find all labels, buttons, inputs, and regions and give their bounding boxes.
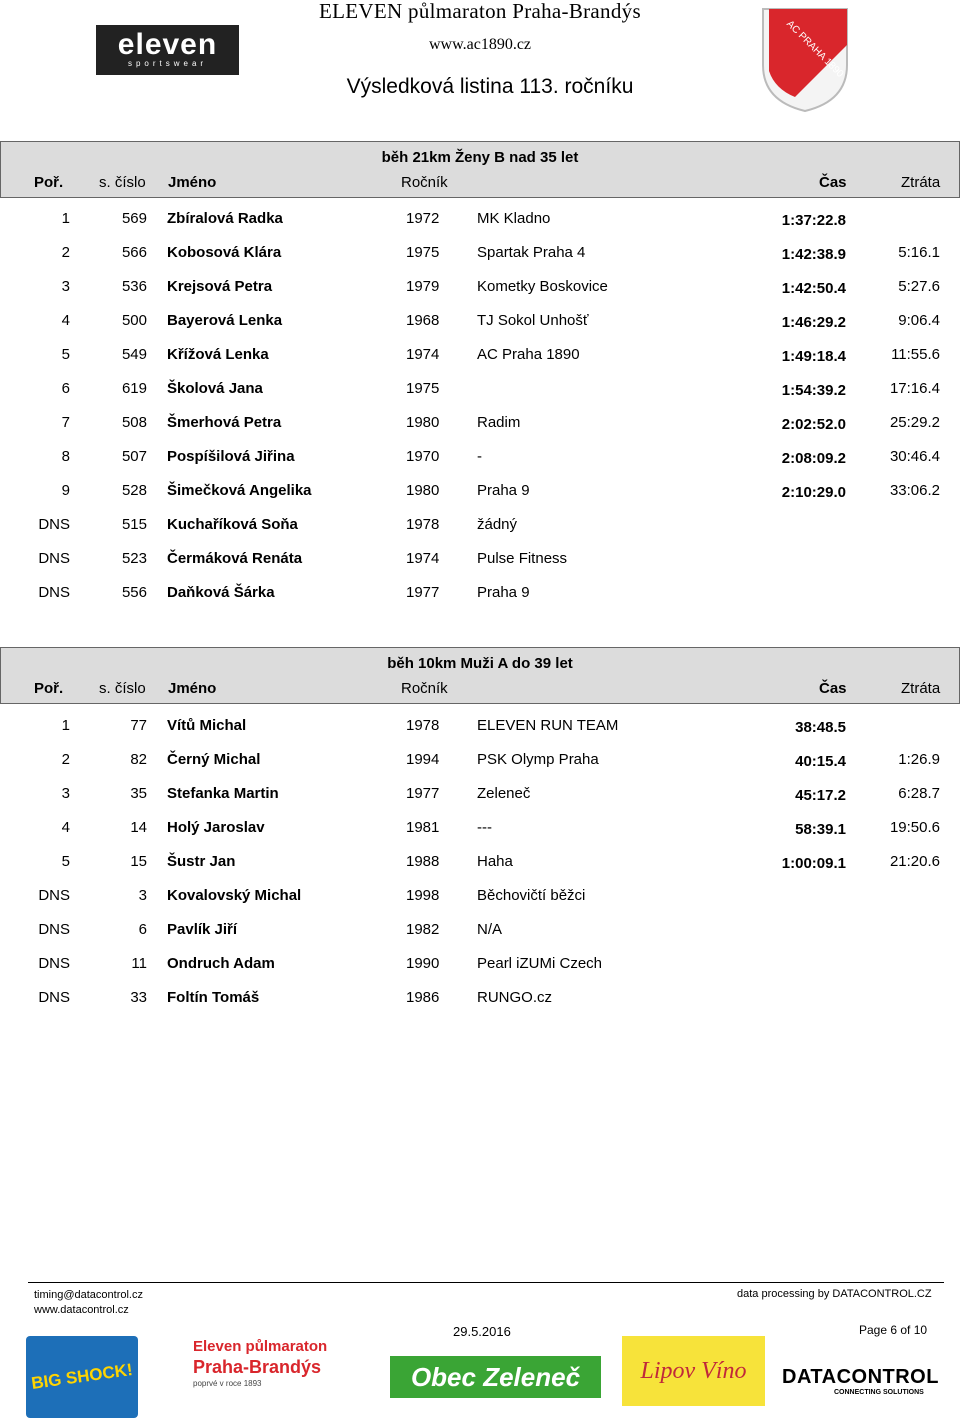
table-row (0, 708, 960, 742)
position: DNS (38, 550, 70, 567)
birth-year: 1975 (406, 380, 440, 397)
table-row (0, 269, 960, 303)
time-loss: 6:28.7 (898, 785, 940, 802)
position: 4 (61, 819, 70, 836)
sponsor-datacontrol-logo (782, 1366, 958, 1400)
bib-number: 3 (138, 887, 147, 904)
finish-time: 2:08:09.2 (781, 450, 846, 467)
sponsor-event-line2: Praha-Brandýs (193, 1357, 322, 1377)
table-row (0, 980, 960, 1014)
bib-number: 515 (121, 516, 147, 533)
ac-logo-text: AC PRAHA 1890 (784, 18, 846, 80)
runner-name: Černý Michal (167, 751, 261, 768)
bib-number: 33 (130, 989, 147, 1006)
sponsor-datacontrol-text: DATACONTROL (782, 1366, 939, 1388)
sponsor-bigshock-text: BIG SHOCK! (30, 1359, 134, 1394)
time-loss: 25:29.2 (889, 414, 940, 431)
finish-time: 1:42:50.4 (781, 280, 846, 297)
club-name: Praha 9 (477, 584, 530, 601)
runner-name: Krejsová Petra (167, 278, 273, 295)
footer-email: timing@datacontrol.cz (34, 1289, 143, 1301)
table-row (0, 541, 960, 575)
position: 1 (61, 717, 70, 734)
runner-name: Čermáková Renáta (167, 550, 303, 567)
birth-year: 1970 (406, 448, 440, 465)
birth-year: 1979 (406, 278, 440, 295)
club-name: RUNGO.cz (477, 989, 552, 1006)
runner-name: Šimečková Angelika (167, 482, 312, 499)
runner-name: Ondruch Adam (167, 955, 275, 972)
col-header-time: Čas (819, 680, 847, 697)
section-header-women-21km (0, 141, 960, 198)
birth-year: 1980 (406, 414, 440, 431)
footer-web: www.datacontrol.cz (34, 1304, 129, 1316)
bib-number: 619 (121, 380, 147, 397)
runner-name: Křížová Lenka (167, 346, 269, 363)
club-name: Pearl iZUMi Czech (477, 955, 603, 972)
eleven-logo-subtext: sportswear (127, 59, 208, 68)
club-name: N/A (477, 921, 503, 938)
runner-name: Kovalovský Michal (167, 887, 302, 904)
birth-year: 1981 (406, 819, 440, 836)
birth-year: 1974 (406, 346, 440, 363)
bib-number: 11 (131, 955, 147, 972)
col-header-time: Čas (819, 174, 847, 191)
col-header-loss: Ztráta (901, 680, 941, 697)
bib-number: 82 (130, 751, 147, 768)
table-row (0, 575, 960, 609)
table-row (0, 844, 960, 878)
birth-year: 1972 (406, 210, 440, 227)
club-name: žádný (477, 516, 518, 533)
position: 4 (61, 312, 70, 329)
birth-year: 1968 (406, 312, 440, 329)
time-loss: 5:16.1 (898, 244, 940, 261)
bib-number: 556 (121, 584, 147, 601)
footer-processing: data processing by DATACONTROL.CZ (737, 1288, 932, 1300)
sponsor-event-logo (193, 1338, 363, 1400)
time-loss: 21:20.6 (889, 853, 940, 870)
position: DNS (38, 516, 70, 533)
finish-time: 1:54:39.2 (781, 382, 846, 399)
col-header-name: Jméno (168, 174, 217, 191)
finish-time: 45:17.2 (795, 787, 846, 804)
runner-name: Vítů Michal (167, 717, 247, 734)
finish-time: 1:49:18.4 (781, 348, 846, 365)
finish-time: 1:46:29.2 (781, 314, 846, 331)
runner-name: Bayerová Lenka (167, 312, 283, 329)
club-name: ELEVEN RUN TEAM (477, 717, 619, 734)
birth-year: 1977 (406, 584, 440, 601)
time-loss: 19:50.6 (889, 819, 940, 836)
bib-number: 569 (121, 210, 147, 227)
runner-name: Šmerhová Petra (167, 414, 282, 431)
time-loss: 5:27.6 (898, 278, 940, 295)
club-name: Pulse Fitness (477, 550, 568, 567)
section-title: běh 21km Ženy B nad 35 let (381, 149, 579, 166)
club-name: MK Kladno (477, 210, 551, 227)
finish-time: 58:39.1 (795, 821, 846, 838)
runner-name: Pavlík Jiří (167, 921, 238, 938)
bib-number: 500 (121, 312, 147, 329)
col-header-bib: s. číslo (99, 680, 146, 697)
birth-year: 1988 (406, 853, 440, 870)
table-row (0, 742, 960, 776)
club-name: Radim (477, 414, 521, 431)
ac-praha-shield-logo (755, 5, 855, 115)
runner-name: Zbíralová Radka (167, 210, 283, 227)
time-loss: 17:16.4 (889, 380, 940, 397)
sponsor-event-line3: poprvé v roce 1893 (193, 1379, 262, 1388)
finish-time: 38:48.5 (795, 719, 846, 736)
sponsor-lipov-vino-logo (622, 1336, 765, 1406)
bib-number: 549 (121, 346, 147, 363)
position: 3 (61, 278, 70, 295)
sponsor-obec-zelenec-logo (390, 1356, 601, 1398)
club-name: Haha (477, 853, 513, 870)
birth-year: 1978 (406, 516, 440, 533)
eleven-logo (96, 25, 239, 75)
bib-number: 523 (121, 550, 147, 567)
position: 9 (61, 482, 70, 499)
time-loss: 9:06.4 (898, 312, 940, 329)
runner-name: Holý Jaroslav (167, 819, 265, 836)
birth-year: 1977 (406, 785, 440, 802)
club-name: Kometky Boskovice (477, 278, 608, 295)
footer-page: Page 6 of 10 (859, 1323, 928, 1337)
runner-name: Stefanka Martin (167, 785, 279, 802)
website-text: www.ac1890.cz (428, 36, 532, 53)
col-header-bib: s. číslo (99, 174, 146, 191)
bib-number: 77 (130, 717, 147, 734)
runner-name: Kuchaříková Soňa (167, 516, 298, 533)
birth-year: 1986 (406, 989, 440, 1006)
section-title: běh 10km Muži A do 39 let (387, 655, 573, 672)
position: 7 (61, 414, 70, 431)
table-row (0, 371, 960, 405)
club-name: --- (477, 819, 492, 836)
sponsor-obec-text: Obec Zeleneč (410, 1361, 581, 1392)
bib-number: 507 (121, 448, 147, 465)
runner-name: Pospíšilová Jiřina (167, 448, 295, 465)
birth-year: 1974 (406, 550, 440, 567)
finish-time: 1:37:22.8 (781, 212, 846, 229)
table-row (0, 337, 960, 371)
table-row (0, 810, 960, 844)
sponsor-bigshock-logo (26, 1336, 138, 1418)
bib-number: 15 (130, 853, 147, 870)
table-row (0, 405, 960, 439)
finish-time: 2:02:52.0 (781, 416, 846, 433)
birth-year: 1994 (406, 751, 440, 768)
col-header-position: Poř. (34, 174, 64, 191)
bib-number: 35 (130, 785, 147, 802)
bib-number: 536 (121, 278, 147, 295)
bib-number: 528 (121, 482, 147, 499)
club-name: Běchovičtí běžci (477, 887, 586, 904)
sponsor-event-line1: Eleven půlmaraton (193, 1338, 328, 1355)
section-header-men-10km (0, 647, 960, 704)
club-name: PSK Olymp Praha (477, 751, 599, 768)
bib-number: 14 (130, 819, 147, 836)
club-name: - (477, 448, 482, 465)
table-row (0, 776, 960, 810)
time-loss: 33:06.2 (889, 482, 940, 499)
table-row (0, 439, 960, 473)
position: DNS (38, 921, 70, 938)
page-title: ELEVEN půlmaraton Praha-Brandýs (319, 0, 641, 23)
birth-year: 1998 (406, 887, 440, 904)
table-row (0, 235, 960, 269)
col-header-name: Jméno (168, 680, 217, 697)
birth-year: 1980 (406, 482, 440, 499)
bib-number: 6 (138, 921, 147, 938)
position: DNS (38, 887, 70, 904)
col-header-loss: Ztráta (901, 174, 941, 191)
finish-time: 40:15.4 (795, 753, 846, 770)
table-row (0, 912, 960, 946)
table-row (0, 507, 960, 541)
footer-divider (28, 1282, 944, 1283)
runner-name: Kobosová Klára (167, 244, 282, 261)
bib-number: 566 (121, 244, 147, 261)
position: DNS (38, 989, 70, 1006)
results-subtitle: Výsledková listina 113. ročníku (346, 75, 634, 98)
club-name: Praha 9 (477, 482, 530, 499)
position: DNS (38, 955, 70, 972)
birth-year: 1990 (406, 955, 440, 972)
table-row (0, 303, 960, 337)
club-name: TJ Sokol Unhošť (477, 312, 589, 329)
col-header-year: Ročník (401, 680, 448, 697)
col-header-position: Poř. (34, 680, 64, 697)
position: DNS (38, 584, 70, 601)
birth-year: 1978 (406, 717, 440, 734)
sponsor-vino-text: Lipov Víno (640, 1357, 747, 1384)
club-name: AC Praha 1890 (477, 346, 580, 363)
sponsor-datacontrol-sub: CONNECTING SOLUTIONS (834, 1389, 924, 1396)
position: 8 (61, 448, 70, 465)
footer-date: 29.5.2016 (453, 1324, 511, 1339)
col-header-year: Ročník (401, 174, 448, 191)
table-row (0, 946, 960, 980)
birth-year: 1975 (406, 244, 440, 261)
runner-name: Daňková Šárka (167, 584, 275, 601)
position: 5 (61, 853, 70, 870)
table-row (0, 473, 960, 507)
time-loss: 11:55.6 (891, 346, 940, 363)
club-name: Spartak Praha 4 (477, 244, 586, 261)
table-row (0, 878, 960, 912)
runner-name: Foltín Tomáš (167, 989, 260, 1006)
eleven-logo-text: eleven (117, 28, 218, 61)
position: 5 (61, 346, 70, 363)
finish-time: 2:10:29.0 (781, 484, 846, 501)
position: 3 (61, 785, 70, 802)
runner-name: Školová Jana (167, 380, 263, 397)
club-name: Zeleneč (477, 785, 531, 802)
time-loss: 1:26.9 (898, 751, 940, 768)
finish-time: 1:00:09.1 (781, 855, 846, 872)
birth-year: 1982 (406, 921, 440, 938)
position: 2 (61, 751, 70, 768)
bib-number: 508 (121, 414, 147, 431)
table-row (0, 201, 960, 235)
finish-time: 1:42:38.9 (781, 246, 846, 263)
position: 1 (61, 210, 70, 227)
time-loss: 30:46.4 (889, 448, 940, 465)
position: 6 (61, 380, 70, 397)
position: 2 (61, 244, 70, 261)
runner-name: Šustr Jan (167, 853, 236, 870)
